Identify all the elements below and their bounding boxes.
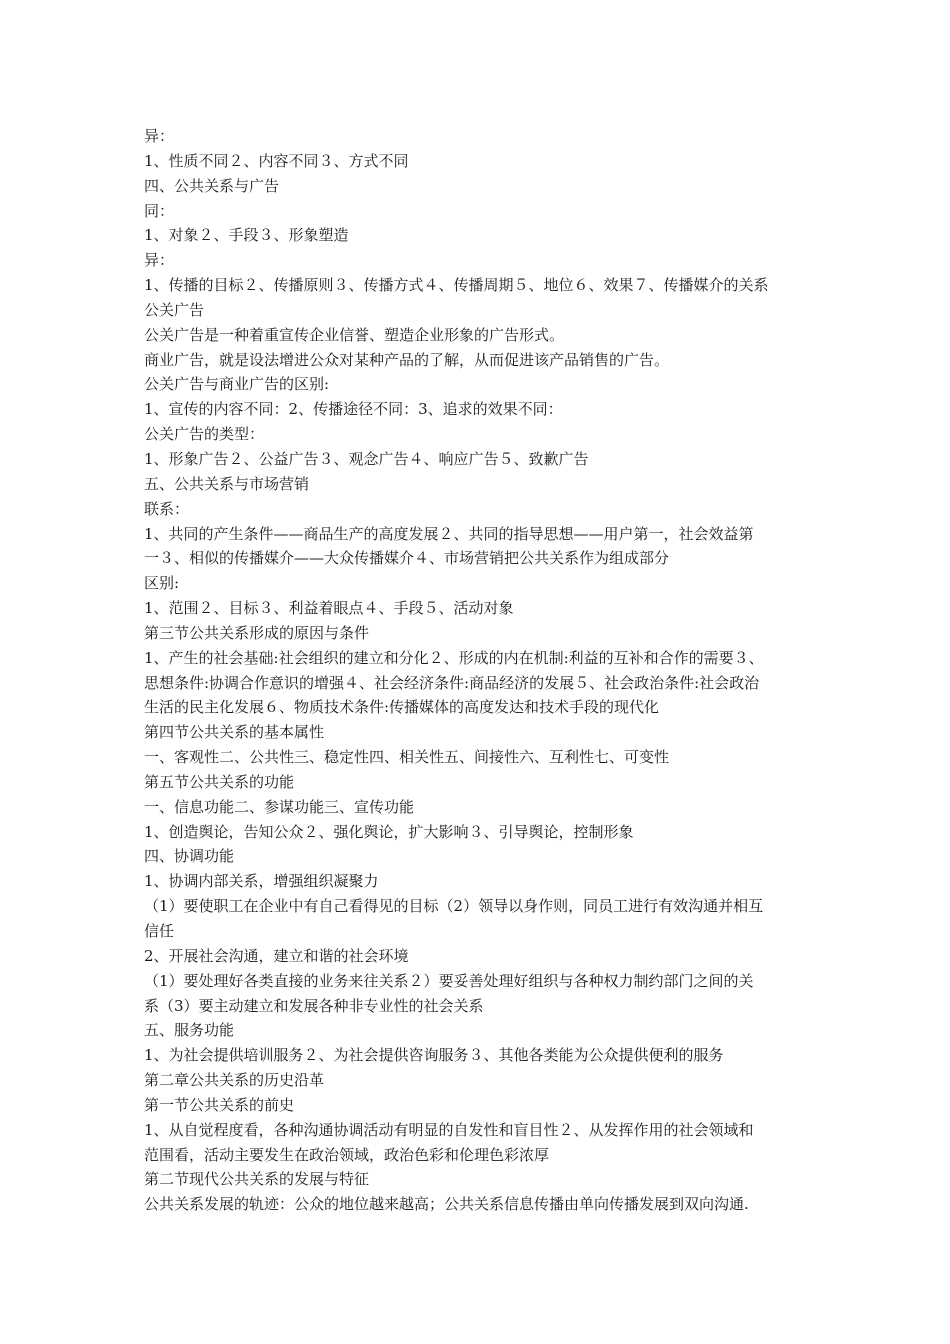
section-heading: 五、公共关系与市场营销 bbox=[144, 474, 310, 493]
text-line: 1、宣传的内容不同：2、传播途径不同：3、追求的效果不同： bbox=[144, 400, 563, 419]
section-heading: 第五节公共关系的功能 bbox=[144, 772, 295, 791]
text-line: 五、服务功能 bbox=[144, 1021, 235, 1040]
section-heading: 第三节公共关系形成的原因与条件 bbox=[144, 623, 370, 642]
text-line: 1、为社会提供培训服务２、为社会提供咨询服务３、其他各类能为公众提供便利的服务 bbox=[144, 1046, 724, 1065]
text-line: 系（3）要主动建立和发展各种非专业性的社会关系 bbox=[144, 996, 484, 1015]
text-line: 生活的民主化发展６、物质技术条件:传播媒体的高度发达和技术手段的现代化 bbox=[144, 698, 660, 717]
text-line: 区别: bbox=[144, 574, 180, 593]
document-body bbox=[144, 124, 812, 1217]
text-line: 思想条件:协调合作意识的增强４、社会经济条件:商品经济的发展５、社会政治条件:社会政治 bbox=[144, 673, 760, 692]
text-line: 1、协调内部关系，增强组织凝聚力 bbox=[144, 872, 379, 891]
text-line: 公关广告的类型： bbox=[144, 425, 265, 444]
text-line: 1、范围２、目标３、利益着眼点４、手段５、活动对象 bbox=[144, 599, 514, 618]
section-heading: 第一节公共关系的前史 bbox=[144, 1095, 295, 1114]
text-line: 1、传播的目标２、传播原则３、传播方式４、传播周期５、地位６、效果７、传播媒介的关系 bbox=[144, 276, 769, 295]
text-line: 异： bbox=[144, 127, 175, 145]
text-line: 联系： bbox=[144, 499, 190, 518]
text-line: 公关广告是一种着重宣传企业信誉、塑造企业形象的广告形式。 bbox=[144, 325, 565, 344]
text-line: （1）要使职工在企业中有自己看得见的目标（2）领导以身作则，同员工进行有效沟通并相互 bbox=[144, 897, 764, 916]
section-heading: 第二节现代公共关系的发展与特征 bbox=[144, 1170, 370, 1189]
text-line: 范围看，活动主要发生在政治领域，政治色彩和伦理色彩浓厚 bbox=[144, 1145, 550, 1164]
text-line: 2、开展社会沟通，建立和谐的社会环境 bbox=[144, 946, 409, 965]
text-line: 1、创造舆论，告知公众２、强化舆论，扩大影响３、引导舆论，控制形象 bbox=[144, 822, 634, 841]
text-line: 一３、相似的传播媒介——大众传播媒介４、市场营销把公共关系作为组成部分 bbox=[144, 549, 670, 568]
text-line: 1、产生的社会基础:社会组织的建立和分化２、形成的内在机制:利益的互补和合作的需要３、 bbox=[144, 648, 764, 667]
text-line: 1、从自觉程度看，各种沟通协调活动有明显的自发性和盲目性２、从发挥作用的社会领域和 bbox=[144, 1120, 754, 1139]
text-line: 同： bbox=[144, 201, 175, 220]
text-line: 一、信息功能二、参谋功能三、宣传功能 bbox=[144, 797, 415, 816]
text-line: 1、性质不同２、内容不同３、方式不同 bbox=[144, 151, 409, 170]
text-line: 商业广告，就是设法增进公众对某种产品的了解，从而促进该产品销售的广告。 bbox=[144, 350, 670, 369]
text-line: 信任 bbox=[144, 922, 175, 940]
text-line: 异： bbox=[144, 251, 175, 270]
text-line: 四、协调功能 bbox=[144, 847, 235, 866]
text-line: 公关广告 bbox=[144, 300, 205, 319]
section-heading: 第四节公共关系的基本属性 bbox=[144, 723, 325, 742]
text-line: 一、客观性二、公共性三、稳定性四、相关性五、间接性六、互利性七、可变性 bbox=[144, 748, 670, 767]
section-heading: 四、公共关系与广告 bbox=[144, 176, 280, 195]
text-line: 1、对象２、手段３、形象塑造 bbox=[144, 226, 349, 245]
text-line: 1、形象广告２、公益广告３、观念广告４、响应广告５、致歉广告 bbox=[144, 449, 589, 468]
text-line: 公共关系发展的轨迹：公众的地位越来越高；公共关系信息传播由单向传播发展到双向沟通. bbox=[144, 1195, 749, 1214]
text-line: 1、共同的产生条件——商品生产的高度发展２、共同的指导思想——用户第一，社会效益第 bbox=[144, 524, 754, 543]
chapter-heading: 第二章公共关系的历史沿革 bbox=[144, 1071, 325, 1090]
text-line: 公关广告与商业广告的区别: bbox=[144, 375, 330, 394]
text-line: （1）要处理好各类直接的业务来往关系２）要妥善处理好组织与各种权力制约部门之间的关 bbox=[144, 971, 754, 990]
